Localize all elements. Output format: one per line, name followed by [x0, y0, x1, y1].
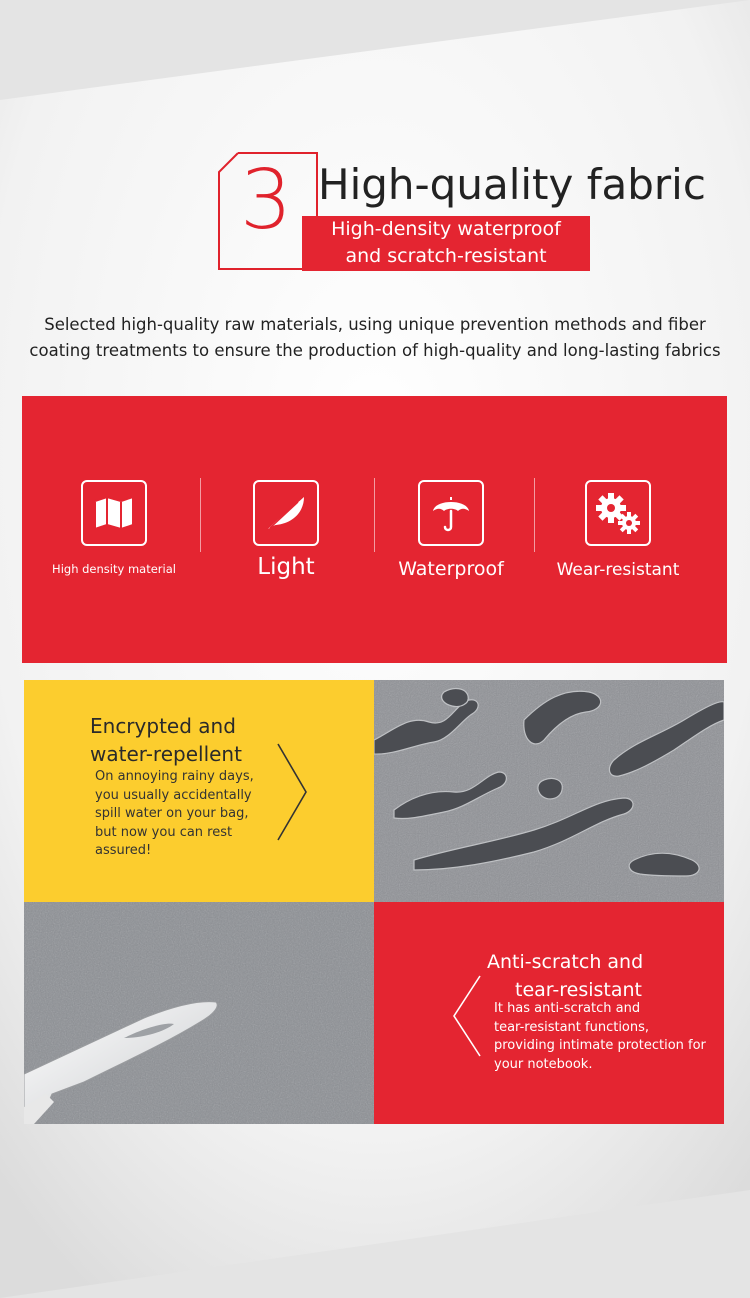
umbrella-icon [418, 480, 484, 546]
feature-wear-resistant [538, 480, 698, 580]
gears-icon [585, 480, 651, 546]
feature-divider [200, 478, 201, 552]
water-panel-heading: Encrypted and water-repellent [90, 714, 242, 766]
detail-grid [24, 680, 724, 1124]
feature-high-density [34, 480, 194, 576]
chevron-left-icon [452, 974, 482, 1058]
features-banner [22, 396, 727, 663]
feature-label: Light [257, 554, 315, 580]
anti-scratch-panel [374, 902, 724, 1124]
section-number: 3 [240, 153, 293, 248]
feature-label: Wear-resistant [556, 560, 680, 580]
feather-icon [253, 480, 319, 546]
intro-text [0, 312, 750, 364]
subtitle-line-2: and scratch-resistant [345, 245, 547, 267]
feature-label: Waterproof [398, 558, 504, 580]
subtitle-line-1: High-density waterproof [331, 218, 561, 240]
feature-divider [534, 478, 535, 552]
knife-on-fabric-image [24, 902, 374, 1124]
feature-waterproof [371, 480, 531, 580]
feature-label: High density material [52, 562, 176, 576]
water-repellent-panel [24, 680, 374, 902]
scratch-panel-body: It has anti-scratch and tear-resistant functions, providing intimate protection for your notebook. [494, 1001, 706, 1072]
intro-line-2: coating treatments to ensure the production of high-quality and long-lasting fabrics [29, 341, 721, 360]
water-droplets-image [374, 680, 724, 902]
intro-line-1: Selected high-quality raw materials, using unique prevention methods and fiber [44, 315, 706, 334]
water-panel-body: On annoying rainy days, you usually accidentally spill water on your bag, but now you can rest assured! [95, 769, 254, 858]
page-title: High-quality fabric [318, 160, 706, 209]
feature-light [206, 480, 366, 580]
scratch-panel-heading: Anti-scratch and tear-resistant [487, 951, 644, 1001]
subtitle-badge [302, 216, 590, 271]
chevron-right-icon [276, 742, 310, 842]
map-icon [81, 480, 147, 546]
